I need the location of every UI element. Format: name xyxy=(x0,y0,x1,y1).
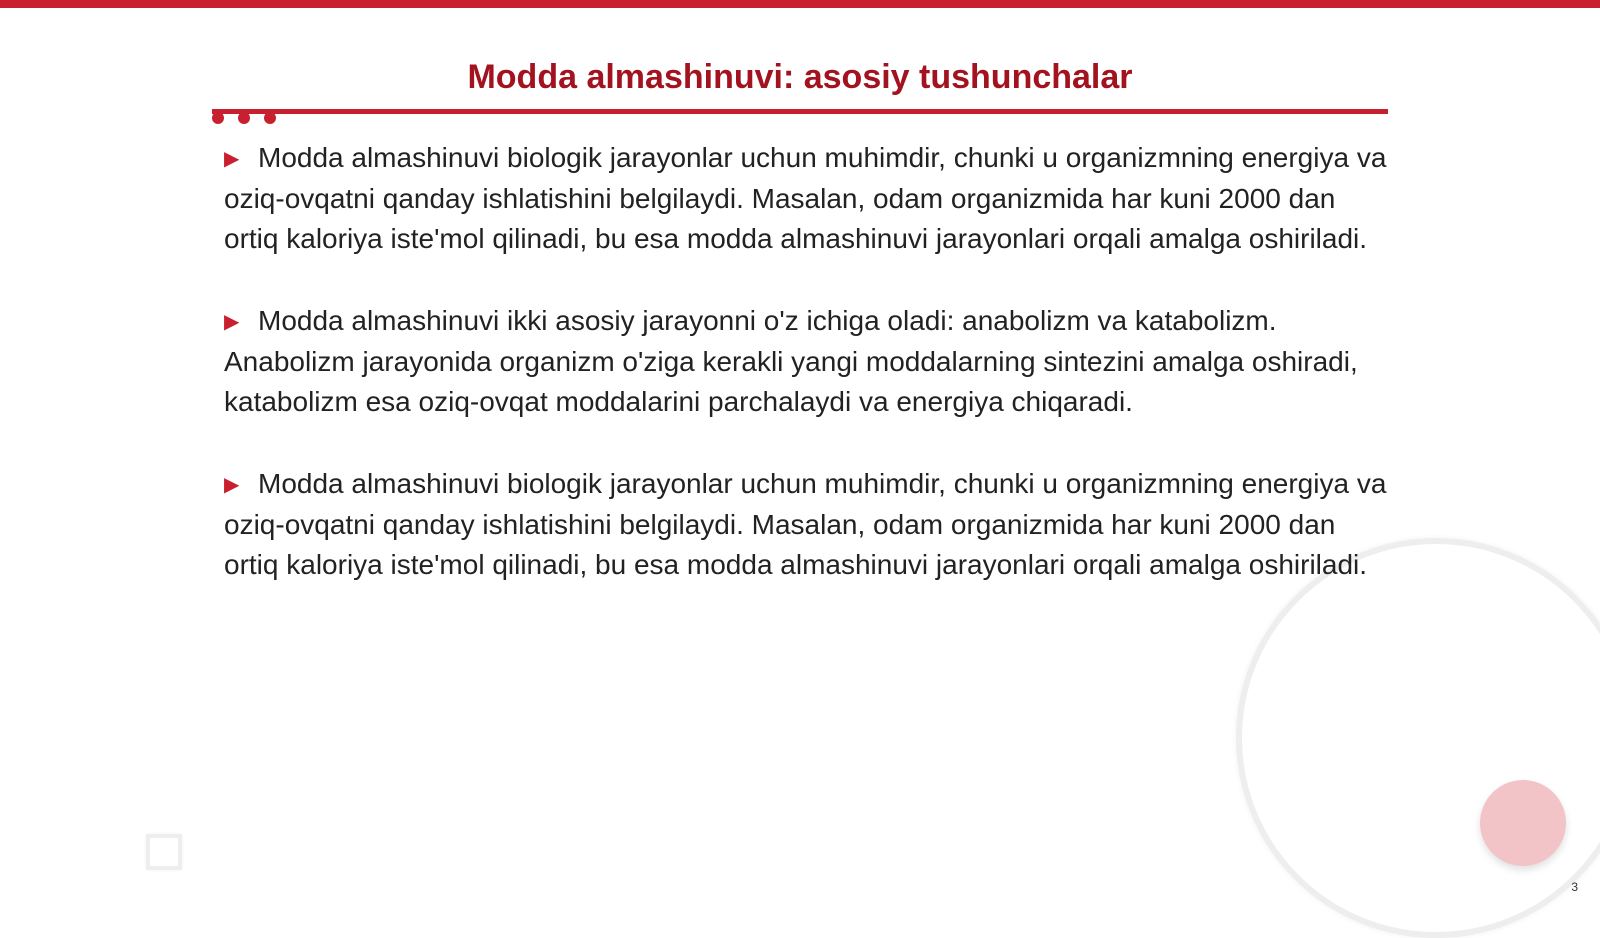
triangle-right-icon: ▶ xyxy=(224,474,240,496)
underline-dot xyxy=(264,112,276,124)
page-number: 3 xyxy=(1571,880,1578,894)
decorative-square xyxy=(146,834,182,870)
underline-dot xyxy=(238,112,250,124)
slide-body xyxy=(224,138,1388,627)
paragraph-text: Modda almashinuvi ikki asosiy jarayonni o'z ichiga oladi: anabolizm va katabolizm. Anabolizm jarayonida organizm o'ziga kerakli yangi moddalarning sintezini amalga oshiradi, katabolizm esa oziq-ovqat moddalarini parchalaydi va energiya chiqaradi. xyxy=(224,305,1358,417)
top-accent-bar xyxy=(0,0,1600,8)
triangle-right-icon: ▶ xyxy=(224,311,240,333)
paragraph-text: Modda almashinuvi biologik jarayonlar uchun muhimdir, chunki u organizmning energiya va oziq-ovqatni qanday ishlatishini belgilaydi. Masalan, odam organizmida har kuni 2000 dan ortiq kaloriya iste'mol qilinadi, bu esa modda almashinuvi jarayonlari orqali amalga oshiriladi. xyxy=(224,468,1387,580)
bullet-paragraph xyxy=(224,301,1388,422)
triangle-right-icon: ▶ xyxy=(224,148,240,170)
slide-title: Modda almashinuvi: asosiy tushunchalar xyxy=(467,58,1133,96)
underline-dot xyxy=(212,112,224,124)
bullet-paragraph xyxy=(224,464,1388,585)
paragraph-text: Modda almashinuvi biologik jarayonlar uchun muhimdir, chunki u organizmning energiya va oziq-ovqatni qanday ishlatishini belgilaydi. Masalan, odam organizmida har kuni 2000 dan ortiq kaloriya iste'mol qilinadi, bu esa modda almashinuvi jarayonlari orqali amalga oshiriladi. xyxy=(224,142,1387,254)
bullet-paragraph xyxy=(224,138,1388,259)
decorative-dot xyxy=(1480,780,1566,866)
title-underline xyxy=(212,109,1388,114)
